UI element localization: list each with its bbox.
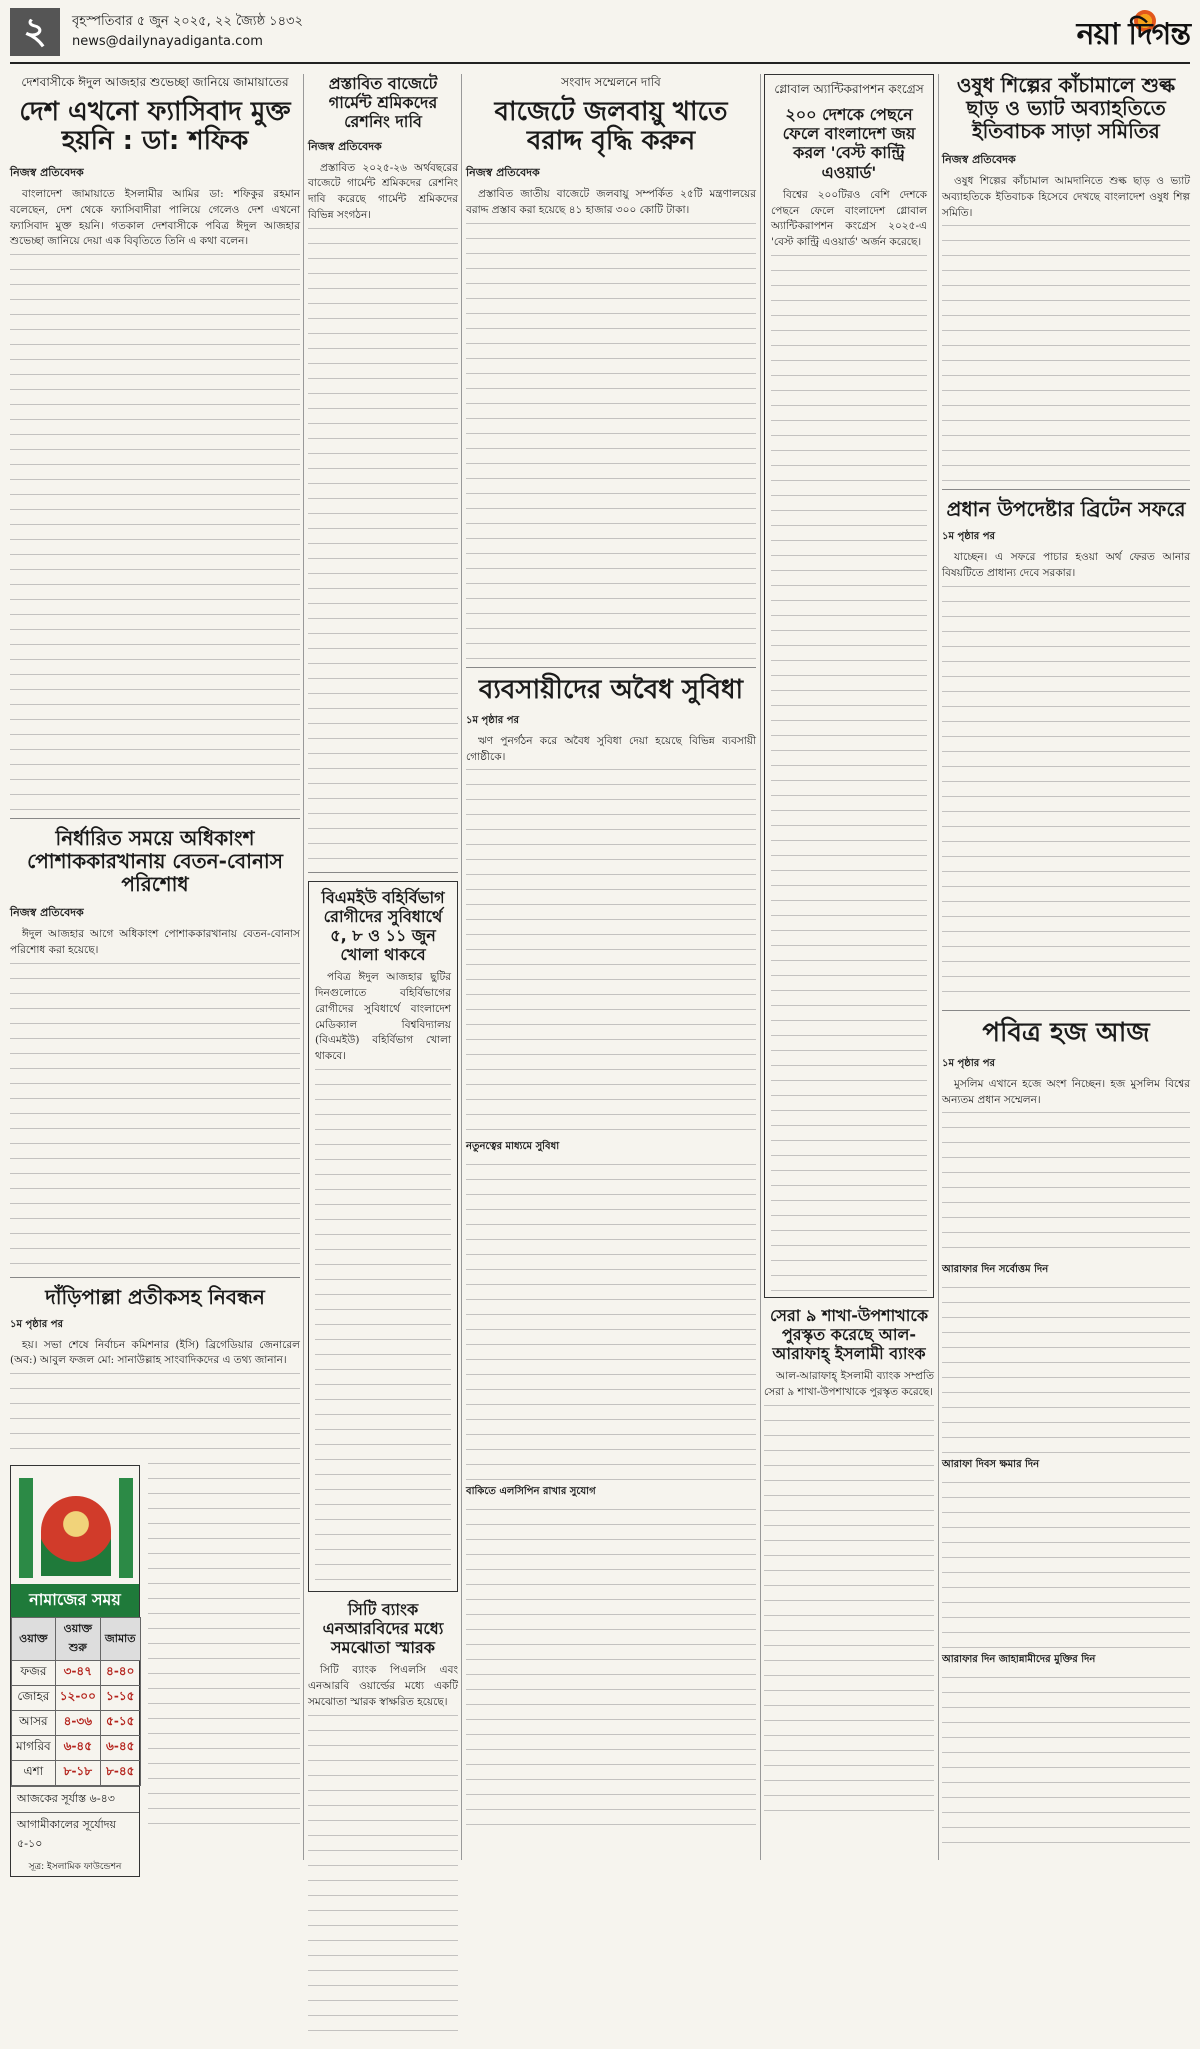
- body-text-lines: [764, 1401, 934, 1821]
- body-text-lines: [10, 1369, 300, 1459]
- story-headline[interactable]: সেরা ৯ শাখা-উপশাখাকে পুরস্কৃত করেছে আল-আরাফাহ্ ইসলামী ব্যাংক: [769, 1305, 929, 1364]
- prayer-jamaat: ৫-১৫: [100, 1711, 140, 1736]
- story-lead: [771, 188, 927, 251]
- lead-paragraph: হয়। সভা শেষে নির্বাচন কমিশনার (ইসি) ব্রিগেডিয়ার জেনারেল (অব:) আবুল ফজল মো: সানাউল্লাহ সাংবাদিকদের এ তথ্য জানান।: [10, 1338, 300, 1367]
- minaret-icon: [119, 1478, 133, 1578]
- story-headline[interactable]: প্রস্তাবিত বাজেটে গার্মেন্ট শ্রমিকদের রেশনিং দাবি: [328, 74, 438, 132]
- story-advisor-britain: [942, 498, 1190, 1011]
- logo: [1020, 10, 1190, 54]
- story-garment-rationing: [308, 74, 458, 873]
- body-text-lines: [148, 1459, 300, 1829]
- continued-label: ১ম পৃষ্ঠার পর: [942, 1057, 995, 1069]
- lead-paragraph: যাচ্ছেন। এ সফরে পাচার হওয়া অর্থ ফেরত আনার বিষয়টিতে প্রাধান্য দেবে সরকার।: [942, 551, 1190, 579]
- body-text-lines: [466, 1160, 756, 1480]
- story-headline[interactable]: পবিত্র হজ আজ: [982, 1017, 1150, 1048]
- body-text-lines: [315, 1065, 451, 1585]
- story-garments-pay: [10, 827, 300, 1278]
- lead-paragraph: আল-আরাফাহ্ ইসলামী ব্যাংক সম্প্রতি সেরা ৯ শাখা-উপশাখাকে পুরস্কৃত করেছে।: [764, 1370, 934, 1399]
- story-byline: নিজস্ব প্রতিবেদক: [10, 906, 84, 920]
- body-text-lines: [771, 251, 927, 1291]
- subheading: আরাফা দিবস ক্ষমার দিন: [942, 1459, 1040, 1471]
- prayer-start: ৮-১৮: [55, 1761, 100, 1786]
- story-lead: [942, 174, 1190, 221]
- prayer-row: [12, 1686, 141, 1711]
- body-text-lines: [942, 582, 1190, 1002]
- story-headline[interactable]: সিটি ব্যাংক এনআরবিদের মধ্যে সমঝোতা স্মারক: [322, 1599, 444, 1658]
- subheading: নতুনত্বের মাধ্যমে সুবিধা: [466, 1141, 560, 1153]
- prayer-name: মাগরিব: [12, 1736, 56, 1761]
- story-byline: নিজস্ব প্রতিবেদক: [942, 153, 1016, 166]
- story-anticorruption-award: [764, 74, 934, 1298]
- story-headline[interactable]: নির্ধারিত সময়ে অধিকাংশ পোশাককারখানায় বেতন-বোনাস পরিশোধ: [27, 826, 283, 897]
- subheading: আরাফার দিন সর্বোত্তম দিন: [942, 1264, 1049, 1276]
- prayer-name: ফজর: [12, 1661, 56, 1686]
- lead-paragraph: পবিত্র ঈদুল আজহার ছুটির দিনগুলোতে বহির্বিভাগের রোগীদের সুবিধার্থে বাংলাদেশ মেডিক্যাল বিশ্ববিদ্যালয় (বিএমইউ) বহির্বিভাগ খোলা থাকবে।: [315, 971, 451, 1063]
- prayer-name: জোহর: [12, 1686, 56, 1711]
- subheading: বাকিতে এলসিপিন রাখার সুযোগ: [466, 1486, 596, 1498]
- story-lead: [942, 1077, 1190, 1109]
- minaret-icon: [19, 1478, 33, 1578]
- story-lead: [10, 927, 300, 959]
- story-climate-budget: [466, 74, 756, 668]
- story-lead: [308, 161, 458, 224]
- story-lead: [466, 734, 756, 766]
- prayer-name: এশা: [12, 1761, 56, 1786]
- story-headline[interactable]: ২০০ দেশকে পেছনে ফেলে বাংলাদেশ জয় করল 'বেস্ট কান্ট্রি এওয়ার্ড': [782, 105, 916, 182]
- story-kicker: দেশবাসীকে ঈদুল আজহার শুভেচ্ছা জানিয়ে জামায়াতের: [21, 75, 289, 89]
- page-number: ২: [10, 8, 60, 56]
- story-city-bank: [308, 1600, 458, 2049]
- prayer-header: জামাত: [100, 1618, 140, 1661]
- date-line: বৃহস্পতিবার ৫ জুন ২০২৫, ২২ জ্যৈষ্ঠ ১৪৩২: [72, 14, 303, 29]
- lead-paragraph: প্রস্তাবিত জাতীয় বাজেটে জলবায়ু সম্পর্কিত ২৫টি মন্ত্রণালয়ের বরাদ্দ প্রস্তাব করা হয়েছে ৪১ হাজার ৩০০ কোটি টাকা।: [466, 188, 756, 216]
- lead-paragraph: ওষুধ শিল্পের কাঁচামাল আমদানিতে শুল্ক ছাড় ও ভ্যাট অব্যাহতিকে ইতিবাচক হিসেবে দেখছে বাংলাদেশ ওষুধ শিল্প সমিতি।: [942, 175, 1190, 219]
- body-text-lines: [466, 219, 756, 659]
- prayer-table: [11, 1617, 141, 1786]
- story-lead: [942, 550, 1190, 582]
- column-5: [942, 74, 1190, 1860]
- continued-label: ১ম পৃষ্ঠার পর: [10, 1318, 63, 1330]
- body-text-lines: [942, 221, 1190, 481]
- story-hajj: [942, 1019, 1190, 1852]
- story-headline[interactable]: দেশ এখনো ফ্যাসিবাদ মুক্ত হয়নি : ডা: শফিক: [19, 97, 291, 157]
- story-registration: [10, 1284, 300, 1873]
- prayer-name: আসর: [12, 1711, 56, 1736]
- body-text-lines: [942, 1673, 1190, 1843]
- prayer-title: নামাজের সময়: [11, 1584, 139, 1617]
- continued-label: ১ম পৃষ্ঠার পর: [466, 714, 519, 726]
- story-headline[interactable]: বাজেটে জলবায়ু খাতে বরাদ্দ বৃদ্ধি করুন: [494, 97, 728, 157]
- column-divider: [461, 74, 462, 1860]
- sunrise-time: আগামীকালের সূর্যোদয় ৫-১০: [11, 1812, 139, 1857]
- column-1: [10, 74, 300, 1873]
- logo-text: নয়া দিগন্ত: [1076, 17, 1190, 52]
- story-headline[interactable]: ব্যবসায়ীদের অবৈধ সুবিধা: [478, 674, 744, 705]
- story-lead: [10, 187, 300, 250]
- continued-label: ১ম পৃষ্ঠার পর: [942, 531, 995, 543]
- story-byline: নিজস্ব প্রতিবেদক: [308, 139, 382, 153]
- body-text-lines: [942, 1108, 1190, 1258]
- dome-icon: [41, 1496, 111, 1576]
- story-byline: নিজস্ব প্রতিবেদক: [10, 166, 84, 180]
- lead-paragraph: ঋণ পুনর্গঠন করে অবৈধ সুবিধা দেয়া হয়েছে বিভিন্ন ব্যবসায়ী গোষ্ঠীকে।: [466, 734, 756, 763]
- story-al-arafah: [764, 1306, 934, 1829]
- column-divider: [760, 74, 761, 1860]
- story-lead: [764, 1369, 934, 1401]
- prayer-start: ৩-৪৭: [55, 1661, 100, 1686]
- body-text-lines: [308, 1711, 458, 2041]
- lead-paragraph: ঈদুল আজহার আগে অধিকাংশ পোশাককারখানায় বেতন-বোনাস পরিশোধ করা হয়েছে।: [10, 928, 300, 956]
- story-headline[interactable]: ওষুধ শিল্পের কাঁচামালে শুল্ক ছাড় ও ভ্যাট অব্যাহতিতে ইতিবাচক সাড়া সমিতির: [956, 73, 1176, 143]
- story-kicker: সংবাদ সম্মেলনে দাবি: [561, 75, 661, 89]
- story-lead: [315, 970, 451, 1065]
- lead-paragraph: প্রস্তাবিত ২০২৫-২৬ অর্থবছরের বাজেটে গার্মেন্ট শ্রমিকদের রেশনিং দাবি করেছে গার্মেন্ট শ্রমিকদের বিভিন্ন সংগঠন।: [308, 161, 458, 221]
- story-byline: নিজস্ব প্রতিবেদক: [466, 166, 540, 180]
- subheading: আরাফার দিন জাহান্নামীদের মুক্তির দিন: [942, 1654, 1096, 1666]
- prayer-times-box: [10, 1465, 140, 1877]
- story-lead: [10, 1338, 300, 1370]
- column-2: [308, 74, 458, 1860]
- prayer-row: [12, 1761, 141, 1786]
- prayer-source: সূত্র: ইসলামিক ফাউন্ডেশন: [28, 1862, 122, 1873]
- prayer-jamaat: ৪-৪০: [100, 1661, 140, 1686]
- column-4: [764, 74, 934, 1860]
- column-divider: [938, 74, 939, 1860]
- body-text-lines: [942, 1478, 1190, 1648]
- masthead: [10, 6, 1190, 64]
- lead-paragraph: সিটি ব্যাংক পিএলসি এবং এনআরবি ওয়ার্ল্ডের মধ্যে একটি সমঝোতা স্মারক স্বাক্ষরিত হয়েছে।: [308, 1664, 458, 1708]
- prayer-start: ১২-০০: [55, 1686, 100, 1711]
- prayer-jamaat: ৬-৪৫: [100, 1736, 140, 1761]
- prayer-header: ওয়াক্ত শুরু: [55, 1618, 100, 1661]
- lead-paragraph: মুসলিম এখানে হজে অংশ নিচ্ছেন। হজ মুসলিম বিশ্বের অন্যতম প্রধান সম্মেলন।: [942, 1077, 1190, 1106]
- body-text-lines: [942, 1283, 1190, 1453]
- body-text-lines: [308, 224, 458, 864]
- story-lead: [466, 187, 756, 219]
- prayer-jamaat: ১-১৫: [100, 1686, 140, 1711]
- body-text-lines: [466, 765, 756, 1135]
- mosque-illustration: [11, 1466, 139, 1584]
- prayer-start: ৪-৩৬: [55, 1711, 100, 1736]
- prayer-row: [12, 1736, 141, 1761]
- prayer-header: ওয়াক্ত: [12, 1618, 56, 1661]
- sunset-time: আজকের সূর্যাস্ত ৬-৪৩: [11, 1786, 139, 1812]
- story-headline[interactable]: দাঁড়িপাল্লা প্রতীকসহ নিবন্ধন: [45, 1284, 265, 1309]
- lead-paragraph: বাংলাদেশ জামায়াতে ইসলামীর আমির ডা: শফিকুর রহমান বলেছেন, দেশ থেকে ফ্যাসিবাদীরা পালিয়ে গেলেও দেশ এখনো ফ্যাসিবাদ মুক্ত হয়নি। গতকাল দেশবাসীকে পবিত্র ঈদুল আজহার শুভেচ্ছা জানিয়ে দেয়া এক বিবৃতিতে তিনি এ কথা বলেন।: [10, 188, 300, 248]
- lead-paragraph: বিশ্বের ২০০টিরও বেশি দেশকে পেছনে ফেলে বাংলাদেশ গ্লোবাল অ্যান্টিকরাপশন কংগ্রেস ২০২৫-এ 'বেস্ট কান্ট্রি এওয়ার্ড' অর্জন করেছে।: [771, 188, 927, 248]
- column-3: [466, 74, 756, 1860]
- body-text-lines: [466, 1505, 756, 1825]
- story-kicker: গ্লোবাল অ্যান্টিকরাপশন কংগ্রেস: [774, 82, 924, 96]
- body-text-lines: [10, 959, 300, 1269]
- story-headline[interactable]: বিএমইউ বহির্বিভাগ রোগীদের সুবিধার্থে ৫, ৮ ও ১১ জুন খোলা থাকবে: [321, 887, 445, 965]
- story-business-benefit: [466, 676, 756, 1834]
- story-jamaat: [10, 74, 300, 819]
- column-divider: [303, 74, 304, 1860]
- prayer-row: [12, 1711, 141, 1736]
- story-headline[interactable]: প্রধান উপদেষ্টার ব্রিটেন সফরে: [946, 497, 1186, 522]
- story-lead: [308, 1663, 458, 1710]
- story-bmu: [308, 881, 458, 1592]
- prayer-start: ৬-৪৫: [55, 1736, 100, 1761]
- prayer-row: [12, 1661, 141, 1686]
- story-pharma: [942, 74, 1190, 490]
- body-text-lines: [10, 250, 300, 810]
- email-link[interactable]: news@dailynayadiganta.com: [72, 34, 263, 49]
- prayer-jamaat: ৮-৪৫: [100, 1761, 140, 1786]
